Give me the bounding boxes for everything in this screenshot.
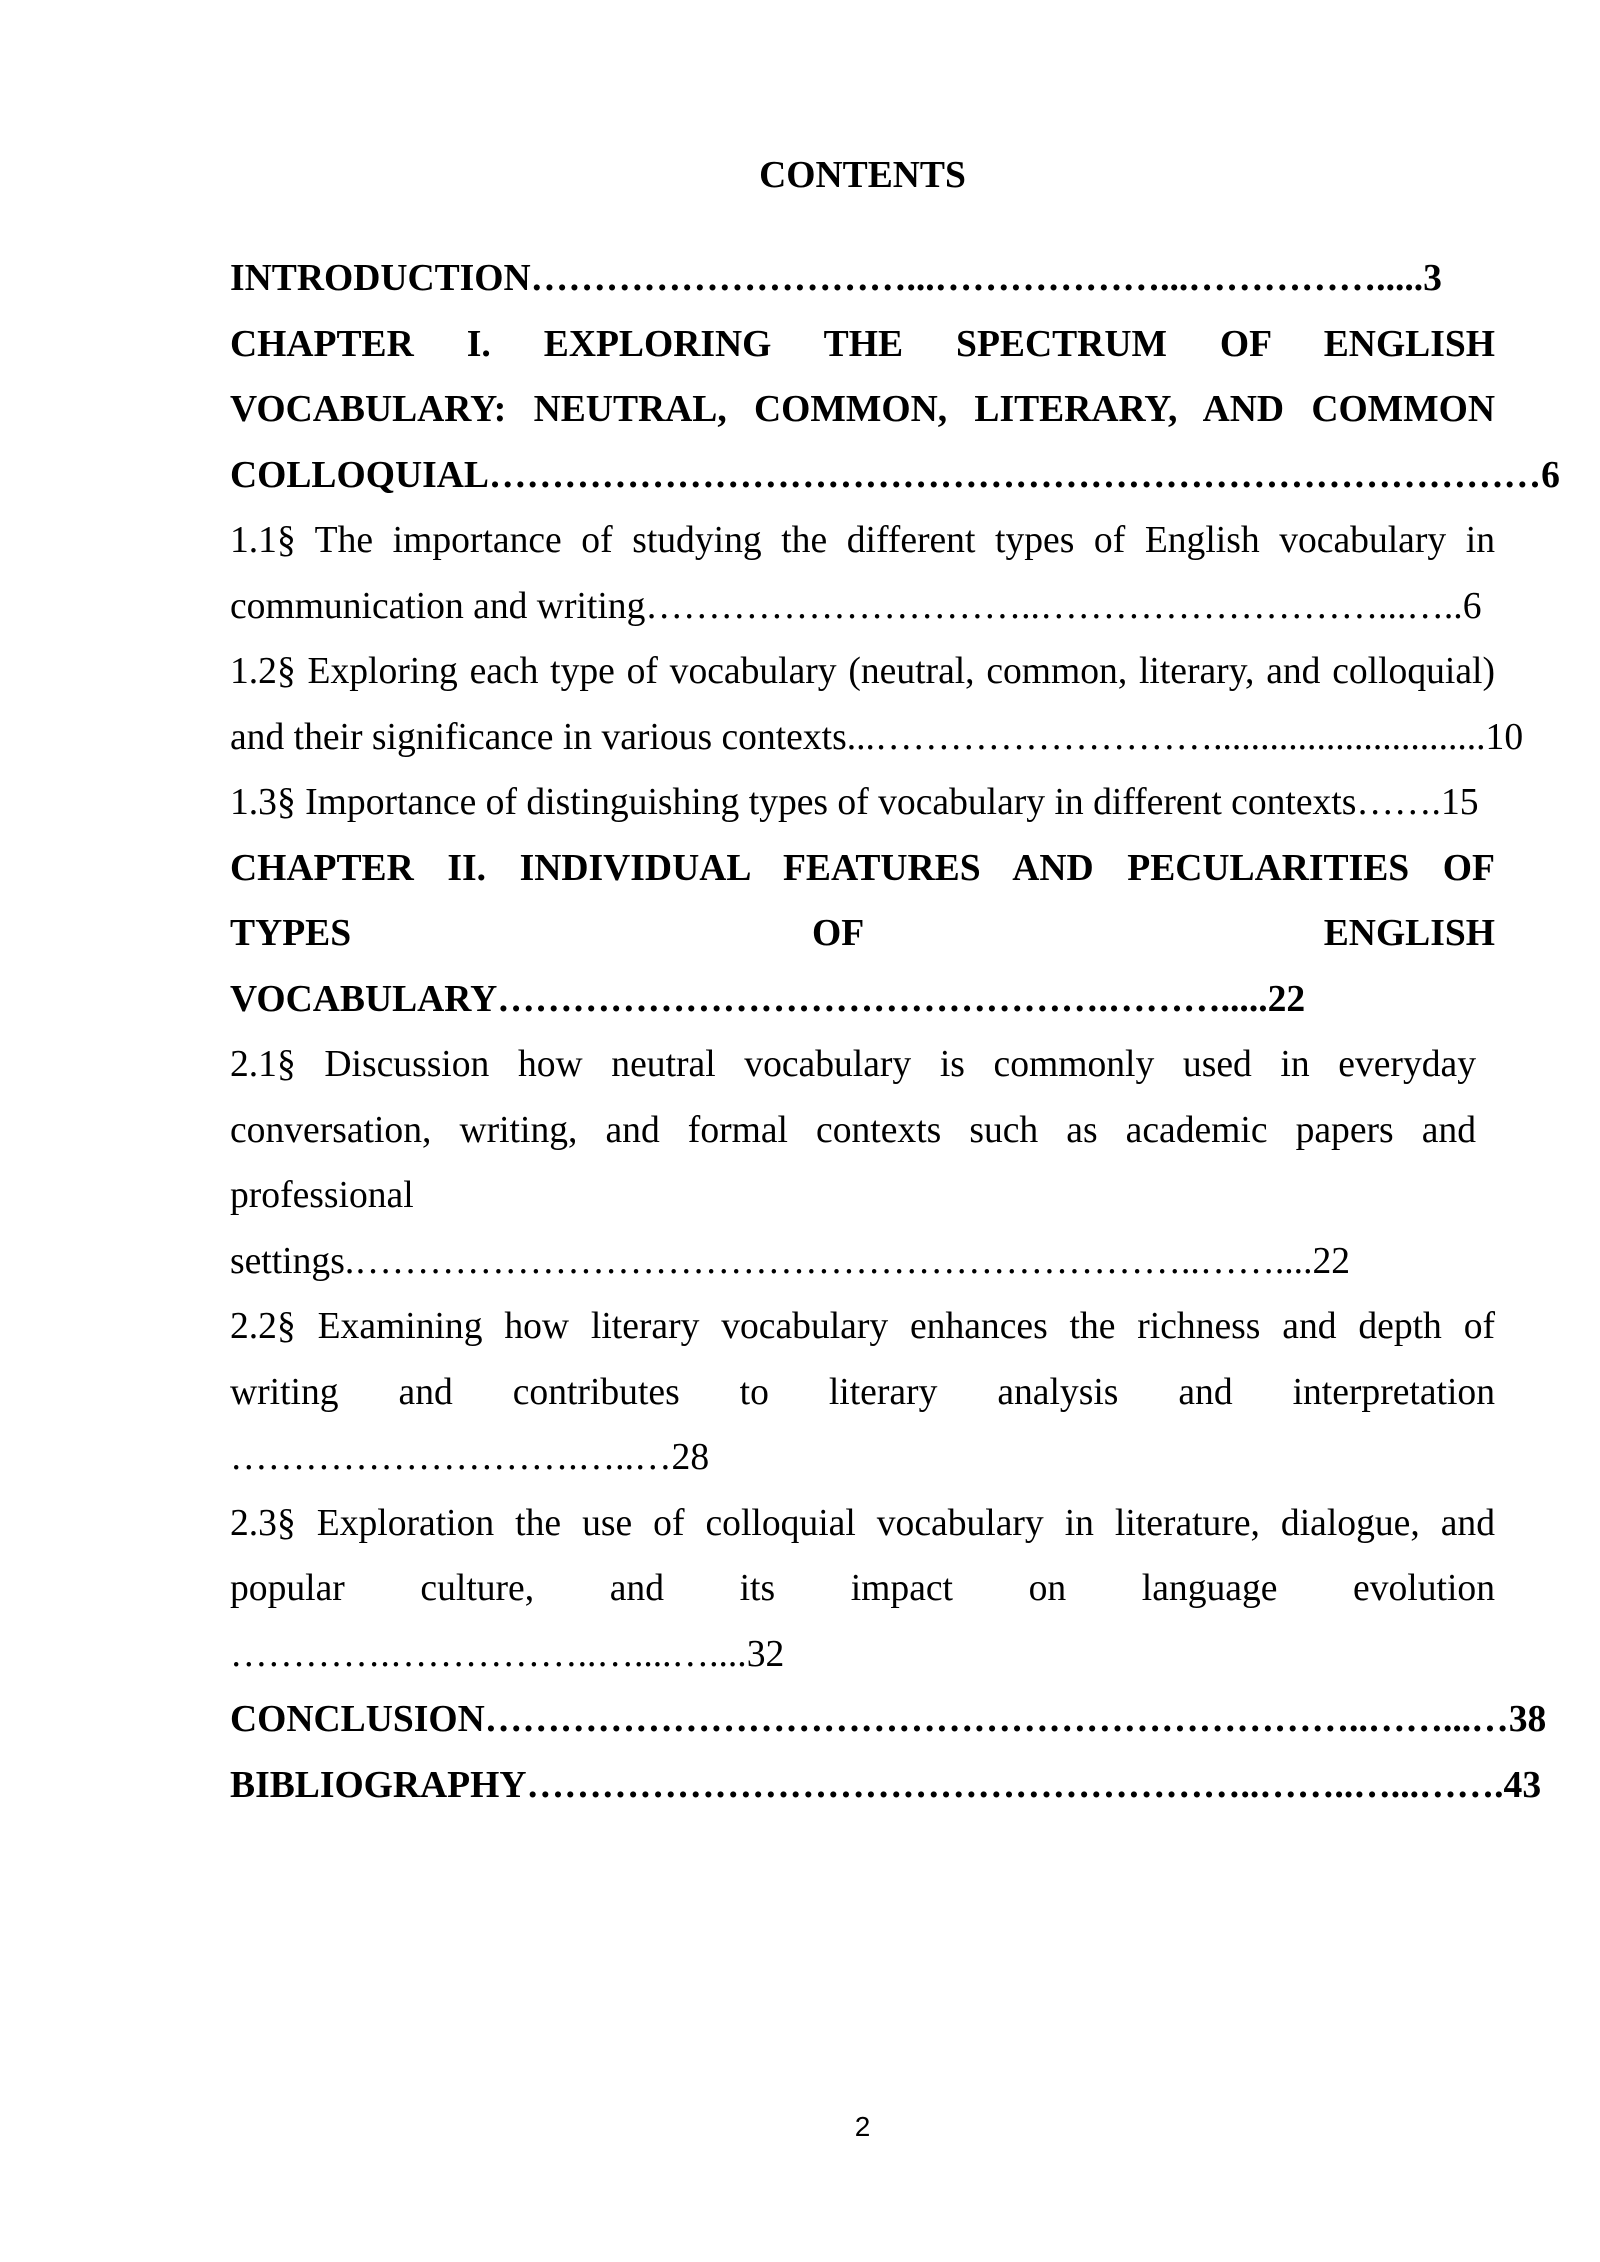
toc-entry-section-2-1-line: 2.1§ Discussion how neutral vocabulary is commonly used in everyday bbox=[230, 1044, 1476, 1085]
page-ref: 28 bbox=[671, 1437, 710, 1478]
toc-entry-title: INTRODUCTION bbox=[230, 258, 531, 299]
toc-entry-introduction bbox=[230, 246, 1495, 312]
page-ref: 6 bbox=[1462, 585, 1482, 627]
dot-leader: …………………………..………………………...….. bbox=[645, 585, 1463, 627]
dot-leader: ………………………………………………………………………… bbox=[488, 454, 1542, 496]
toc-entry-section-2-1-line: conversation, writing, and formal contexts such as academic papers and bbox=[230, 1109, 1476, 1151]
toc-entry-section-2-2-line: 2.2§ Examining how literary vocabulary enhances the richness and depth of bbox=[230, 1306, 1495, 1347]
dot-leader: …………………………………………………..……..…...……. bbox=[526, 1764, 1504, 1806]
page-ref: 43 bbox=[1503, 1764, 1542, 1806]
toc-entry-section-2-2 bbox=[230, 1425, 1495, 1491]
dot-leader: ……………………………………………………………..……...… bbox=[484, 1699, 1509, 1740]
dot-leader: ………….……………..…....….... bbox=[230, 1633, 747, 1675]
toc-entry-chapter-2-line: CHAPTER II. INDIVIDUAL FEATURES AND PECULARITIES OF bbox=[230, 847, 1495, 889]
toc-entry-conclusion bbox=[230, 1687, 1547, 1753]
page-ref: 3 bbox=[1423, 258, 1442, 299]
toc-entry-title: CONCLUSION bbox=[230, 1699, 485, 1740]
dot-leader: …………………………...………………...……………..... bbox=[530, 258, 1424, 299]
dot-leader: ...………………………............................. bbox=[846, 716, 1486, 758]
toc-entry-section-2-1 bbox=[230, 1229, 1495, 1295]
toc-entry-title: 1.3§ Importance of distinguishing types of vocabulary in different contexts bbox=[230, 782, 1357, 823]
toc-entry-chapter-2 bbox=[230, 967, 1495, 1033]
dot-leader: ……. bbox=[1356, 782, 1441, 823]
toc-entry-title: VOCABULARY bbox=[230, 978, 498, 1020]
toc-entry-section-2-3-line: 2.3§ Exploration the use of colloquial vocabulary in literature, dialogue, and bbox=[230, 1502, 1495, 1544]
page-ref: 15 bbox=[1440, 782, 1479, 823]
toc-entry-title: and their significance in various contexts bbox=[230, 716, 847, 758]
page-number: 2 bbox=[854, 2111, 871, 2142]
toc-entry-title: COLLOQUIAL bbox=[230, 454, 489, 496]
toc-entry-chapter-1 bbox=[230, 443, 1560, 509]
toc-entry-section-1-2 bbox=[230, 705, 1524, 771]
toc-entry-chapter-2-line: TYPES OF ENGLISH bbox=[230, 913, 1495, 954]
page-ref: 6 bbox=[1541, 454, 1560, 496]
toc-entry-section-2-2-line: writing and contributes to literary analysis and interpretation bbox=[230, 1371, 1495, 1413]
toc-entry-section-1-1 bbox=[230, 574, 1495, 640]
dot-leader: ……………………….…..… bbox=[230, 1437, 672, 1478]
toc-entry-section-2-3-line: popular culture, and its impact on language evolution bbox=[230, 1568, 1495, 1609]
toc-entry-title: settings bbox=[230, 1240, 345, 1282]
page-ref: 22 bbox=[1312, 1240, 1351, 1282]
dot-leader: .…………………………………………………………..…….... bbox=[344, 1240, 1313, 1282]
dot-leader: ………………………………………….………..... bbox=[497, 978, 1268, 1020]
toc-entry-section-2-3 bbox=[230, 1622, 1495, 1688]
toc-entry-section-1-2-line: 1.2§ Exploring each type of vocabulary (neutral, common, literary, and colloquial) bbox=[230, 651, 1495, 692]
table-of-contents bbox=[230, 246, 1560, 1818]
page-ref: 10 bbox=[1485, 716, 1524, 758]
page-ref: 38 bbox=[1508, 1699, 1547, 1740]
toc-entry-bibliography bbox=[230, 1753, 1542, 1819]
page-title: CONTENTS bbox=[759, 155, 966, 196]
toc-entry-chapter-1-line: CHAPTER I. EXPLORING THE SPECTRUM OF ENGLISH bbox=[230, 323, 1495, 365]
toc-entry-title: communication and writing bbox=[230, 585, 646, 627]
toc-entry-chapter-1-line: VOCABULARY: NEUTRAL, COMMON, LITERARY, AND COMMON bbox=[230, 389, 1495, 430]
toc-entry-section-1-3 bbox=[230, 770, 1495, 836]
page-ref: 32 bbox=[746, 1633, 785, 1675]
toc-entry-section-1-1-line: 1.1§ The importance of studying the different types of English vocabulary in bbox=[230, 520, 1495, 561]
toc-entry-section-2-1-line: professional bbox=[230, 1175, 414, 1216]
page-ref: 22 bbox=[1267, 978, 1306, 1020]
toc-entry-title: BIBLIOGRAPHY bbox=[230, 1764, 527, 1806]
